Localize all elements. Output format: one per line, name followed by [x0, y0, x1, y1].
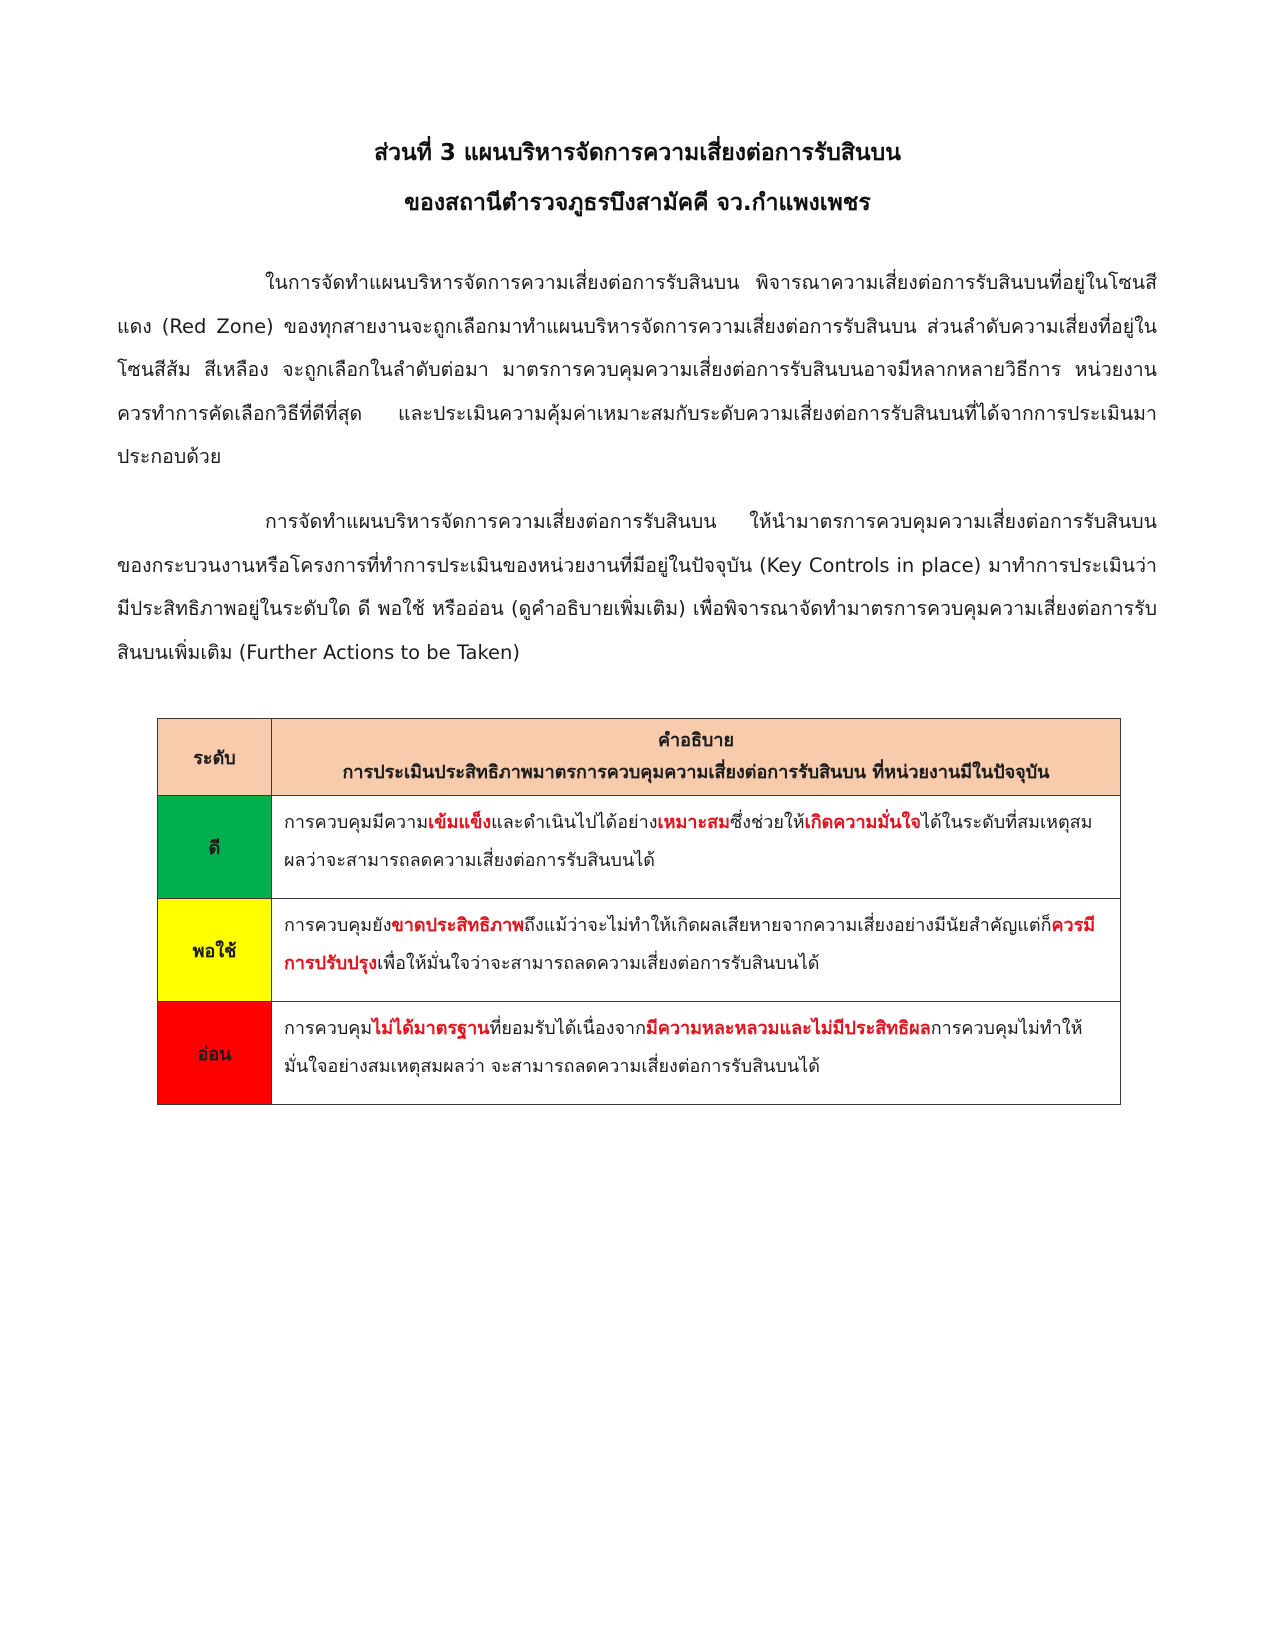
- table-row: [158, 1002, 1121, 1105]
- description-good: [272, 796, 1121, 899]
- text-emphasis: ขาดประสิทธิภาพ: [391, 915, 525, 936]
- text-emphasis: เข้มแข็ง: [428, 812, 492, 833]
- intro-paragraph: [117, 261, 1157, 479]
- text-plain: ถึงแม้ว่าจะไม่ทำให้เกิดผลเสียหายจากความเสี่ยงอย่างมีนัยสำคัญแต่ก็: [524, 915, 1052, 936]
- text-emphasis: ควรมีการปรับปรุง: [284, 915, 1096, 974]
- text-plain: การควบคุม: [284, 1018, 373, 1039]
- header-level: ระดับ: [158, 719, 272, 796]
- text-plain: และดำเนินไปได้อย่าง: [491, 812, 658, 833]
- text-emphasis: ไม่ได้มาตรฐาน: [372, 1018, 490, 1039]
- page-title: ส่วนที่ 3 แผนบริหารจัดการความเสี่ยงต่อการรับสินบน: [374, 140, 901, 166]
- description-fair: [272, 899, 1121, 1002]
- header-description: [272, 719, 1121, 796]
- table-row: [158, 899, 1121, 1002]
- method-paragraph: [117, 500, 1157, 674]
- text-plain: ซึ่งช่วยให้: [730, 812, 805, 833]
- text-plain: การควบคุมยัง: [284, 915, 392, 936]
- table-row: [158, 796, 1121, 899]
- level-good: ดี: [158, 796, 272, 899]
- page-subtitle: ของสถานีตำรวจภูธรบึงสามัคคี จว.กำแพงเพชร: [404, 190, 871, 216]
- text-emphasis: เหมาะสม: [657, 812, 731, 833]
- level-fair: พอใช้: [158, 899, 272, 1002]
- control-rating-table: [157, 718, 1121, 1105]
- paragraph-text: การจัดทำแผนบริหารจัดการความเสี่ยงต่อการรับสินบน ให้นำมาตรการควบคุมความเสี่ยงต่อการรับสินบนของกระบวนงานหรือโครงการที่ทำการประเมินของหน่วยงานที่มีอยู่ในปัจจุบัน (Key Controls in place) มาทำการประเมินว่ามีประสิทธิภาพอยู่ในระดับใด ดี พอใช้ หรืออ่อน (ดูคำอธิบายเพิ่มเติม) เพื่อพิจารณาจัดทำมาตรการควบคุมความเสี่ยงต่อการรับสินบนเพิ่มเติม (Further Actions to be Taken): [117, 510, 1157, 664]
- text-plain: การควบคุมมีความ: [284, 812, 429, 833]
- table-header-row: [158, 719, 1121, 796]
- text-plain: เพื่อให้มั่นใจว่าจะสามารถลดความเสี่ยงต่อการรับสินบนได้: [377, 953, 820, 974]
- text-plain: การควบคุมไม่ทำให้มั่นใจอย่างสมเหตุสมผลว่า จะสามารถลดความเสี่ยงต่อการรับสินบนได้: [284, 1018, 1083, 1077]
- text-plain: ได้ในระดับที่สมเหตุสมผลว่าจะสามารถลดความเสี่ยงต่อการรับสินบนได้: [284, 812, 1093, 871]
- header-description-title: คำอธิบาย: [657, 730, 735, 751]
- text-emphasis: มีความหละหลวมและไม่มีประสิทธิผล: [646, 1018, 931, 1039]
- header-description-subtitle: การประเมินประสิทธิภาพมาตรการควบคุมความเสี่ยงต่อการรับสินบน ที่หน่วยงานมีในปัจจุบัน: [342, 762, 1050, 783]
- level-weak: อ่อน: [158, 1002, 272, 1105]
- paragraph-text: ในการจัดทำแผนบริหารจัดการความเสี่ยงต่อการรับสินบน พิจารณาความเสี่ยงต่อการรับสินบนที่อยู่ในโซนสีแดง (Red Zone) ของทุกสายงานจะถูกเลือกมาทำแผนบริหารจัดการความเสี่ยงต่อการรับสินบน ส่วนลำดับความเสี่ยงที่อยู่ในโซนสีส้ม สีเหลือง จะถูกเลือกในลำดับต่อมา มาตรการควบคุมความเสี่ยงต่อการรับสินบนอาจมีหลากหลายวิธีการ หน่วยงานควรทำการคัดเลือกวิธีที่ดีที่สุด และประเมินความคุ้มค่าเหมาะสมกับระดับความเสี่ยงต่อการรับสินบนที่ได้จากการประเมินมาประกอบด้วย: [117, 271, 1157, 468]
- description-weak: [272, 1002, 1121, 1105]
- text-emphasis: เกิดความมั่นใจ: [804, 812, 921, 833]
- text-plain: ที่ยอมรับได้เนื่องจาก: [489, 1018, 647, 1039]
